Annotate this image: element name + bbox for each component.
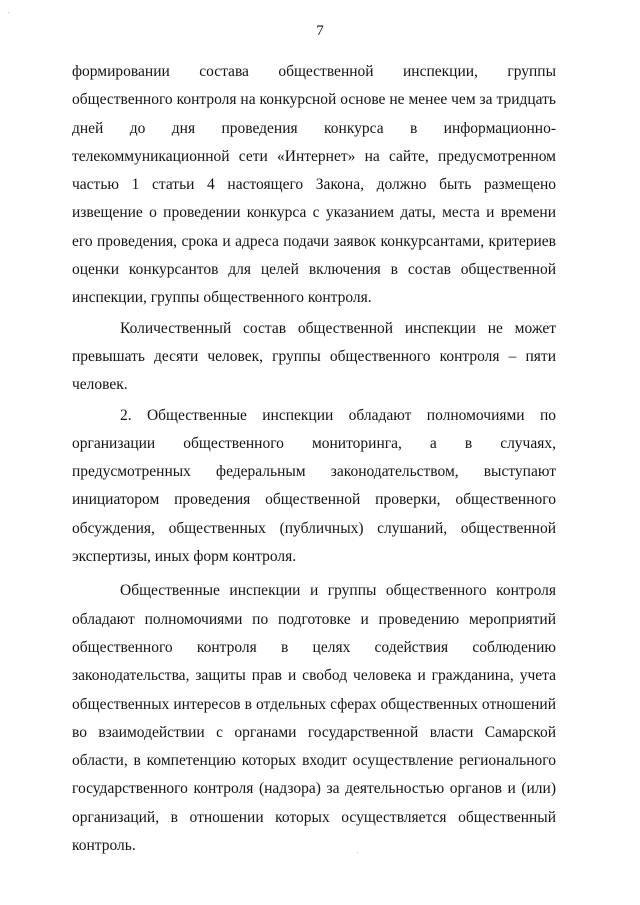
paragraph-inspection-size: Количественный состав общественной инспекции не может превышать десяти человек, группы общественного контроля – пяти человек. bbox=[72, 319, 556, 394]
scan-mark bbox=[8, 12, 9, 13]
page-number: 7 bbox=[316, 23, 324, 39]
document-body bbox=[72, 58, 556, 860]
paragraph-control-groups-powers: Общественные инспекции и группы общественного контроля обладают полномочиями по подготовке и проведению мероприятий общественного контроля в целях содействия соблюдению законодательства, защиты прав и свобод человека и гражданина, учета общественных интересов в отдельных сферах общественных отношений во взаимодействии с органами государственной власти Самарской области, в компетенцию которых входит осуществление регионального государственного контроля (надзора) за деятельностью органов и (или) организаций, в отношении которых осуществляется общественный контроль. bbox=[72, 582, 556, 855]
paragraph-contest-notice: формировании состава общественной инспекции, группы общественного контроля на конкурсной основе не менее чем за тридцать дней до дня проведения конкурса в информационно-телекоммуникационной сети «Интернет» на сайте, предусмотренном частью 1 статьи 4 настоящего Закона, должно быть размещено извещение о проведении конкурса с указанием даты, места и времени его проведения, срока и адреса подачи заявок конкурсантами, критериев оценки конкурсантов для целей включения в состав общественной инспекции, группы общественного контроля. bbox=[72, 63, 556, 307]
paragraph-inspection-powers: 2. Общественные инспекции обладают полномочиями по организации общественного мониторинга, а в случаях, предусмотренных федеральным законодательством, выступают инициатором проведения общественной проверки, общественного обсуждения, общественных (публичных) слушаний, общественной экспертизы, иных форм контроля. bbox=[72, 406, 556, 566]
